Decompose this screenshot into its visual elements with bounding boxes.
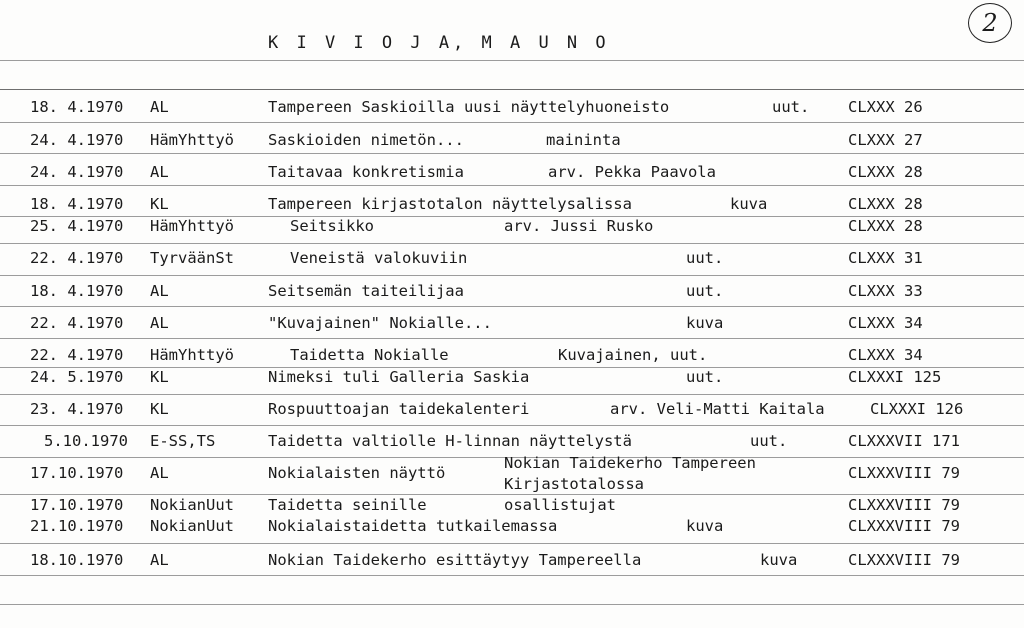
- table-row: [0, 431, 1024, 451]
- row-description: [0, 474, 1024, 494]
- row-title: Nokian Taidekerho esittäytyy Tampereella: [268, 551, 642, 569]
- row-date: 18.10.1970: [30, 551, 124, 569]
- table-row: [0, 248, 1024, 268]
- row-title: Taidetta valtiolle H-linnan näyttelystä: [268, 432, 632, 450]
- table-row: [0, 345, 1024, 365]
- rule: [0, 543, 1024, 544]
- row-date: 22. 4.1970: [30, 314, 124, 332]
- rule: [0, 604, 1024, 605]
- row-source: AL: [150, 282, 169, 300]
- row-ref: CLXXX 27: [848, 131, 923, 149]
- row-ref: CLXXX 34: [848, 346, 923, 364]
- row-type: uut.: [686, 368, 724, 386]
- row-date: 24. 5.1970: [30, 368, 124, 386]
- row-title: Seitsikko: [290, 217, 374, 235]
- row-title: Nimeksi tuli Galleria Saskia: [268, 368, 530, 386]
- rule: [0, 275, 1024, 276]
- row-source: AL: [150, 551, 169, 569]
- rule: [0, 89, 1024, 90]
- row-ref: CLXXX 26: [848, 98, 923, 116]
- row-ref: CLXXXVII 171: [848, 432, 960, 450]
- table-row: [0, 550, 1024, 570]
- row-source: AL: [150, 464, 169, 482]
- row-type: kuva: [760, 551, 798, 569]
- rule: [0, 575, 1024, 576]
- rule: [0, 60, 1024, 61]
- row-source: NokianUut: [150, 496, 234, 514]
- row-ref: CLXXX 28: [848, 195, 923, 213]
- row-source: KL: [150, 400, 169, 418]
- table-row: [0, 194, 1024, 214]
- row-date: 18. 4.1970: [30, 282, 124, 300]
- row-date: 22. 4.1970: [30, 346, 124, 364]
- row-title: Taidetta Nokialle: [290, 346, 449, 364]
- row-ref: CLXXXVIII 79: [848, 517, 960, 535]
- row-ref: CLXXX 28: [848, 217, 923, 235]
- row-title: Taidetta seinille: [268, 496, 427, 514]
- row-ref: CLXXXI 125: [848, 368, 942, 386]
- row-type: uut.: [686, 249, 724, 267]
- row-title: Seitsemän taiteilijaa: [268, 282, 464, 300]
- rule: [0, 122, 1024, 123]
- row-type: uut.: [772, 98, 810, 116]
- row-date: 24. 4.1970: [30, 131, 124, 149]
- rule: [0, 425, 1024, 426]
- rule: [0, 338, 1024, 339]
- row-date: 24. 4.1970: [30, 163, 124, 181]
- rule: [0, 394, 1024, 395]
- row-type: maininta: [546, 131, 621, 149]
- rule: [0, 243, 1024, 244]
- row-type: uut.: [686, 282, 724, 300]
- row-source: AL: [150, 98, 169, 116]
- row-ref: CLXXXI 126: [870, 400, 964, 418]
- row-date: 5.10.1970: [44, 432, 128, 450]
- row-title: Taitavaa konkretismia: [268, 163, 464, 181]
- row-title: Saskioiden nimetön...: [268, 131, 464, 149]
- rule: [0, 153, 1024, 154]
- row-date: 23. 4.1970: [30, 400, 124, 418]
- row-source: TyrväänSt: [150, 249, 234, 267]
- row-ref: CLXXX 34: [848, 314, 923, 332]
- table-row: [0, 516, 1024, 536]
- row-source: KL: [150, 195, 169, 213]
- row-type: uut.: [750, 432, 788, 450]
- table-row: [0, 495, 1024, 515]
- row-date: 22. 4.1970: [30, 249, 124, 267]
- table-row: [0, 162, 1024, 182]
- table-row: [0, 399, 1024, 419]
- row-date: 18. 4.1970: [30, 195, 124, 213]
- row-ref: CLXXXVIII 79: [848, 464, 960, 482]
- row-title: Nokialaistaidetta tutkailemassa: [268, 517, 558, 535]
- row-ref: CLXXX 31: [848, 249, 923, 267]
- card-number: 2: [968, 3, 1012, 43]
- row-source: AL: [150, 314, 169, 332]
- row-source: KL: [150, 368, 169, 386]
- row-type: kuva: [730, 195, 768, 213]
- row-source: AL: [150, 163, 169, 181]
- table-row: [0, 216, 1024, 236]
- card-title: K I V I O J A, M A U N O: [268, 33, 610, 53]
- row-type: arv. Jussi Rusko: [504, 217, 654, 235]
- row-source: HämYhttyö: [150, 131, 234, 149]
- row-title: Tampereen Saskioilla uusi näyttelyhuoneisto: [268, 98, 670, 116]
- table-row: [0, 281, 1024, 301]
- rule: [0, 306, 1024, 307]
- rule: [0, 185, 1024, 186]
- row-type: kuva: [686, 314, 724, 332]
- row-title: Rospuuttoajan taidekalenteri: [268, 400, 530, 418]
- row-title: Veneistä valokuviin: [290, 249, 468, 267]
- row-ref: CLXXXVIII 79: [848, 496, 960, 514]
- row-description-line: osallistujat: [504, 496, 616, 514]
- row-title: Nokialaisten näyttö: [268, 464, 446, 482]
- table-row: [0, 313, 1024, 333]
- row-description-line: Kirjastotalossa: [504, 475, 644, 493]
- table-row: [0, 97, 1024, 117]
- row-type: arv. Veli-Matti Kaitala: [610, 400, 825, 418]
- row-description-line: Nokian Taidekerho Tampereen: [504, 454, 756, 472]
- row-date: 21.10.1970: [30, 517, 124, 535]
- row-source: HämYhttyö: [150, 346, 234, 364]
- row-date: 17.10.1970: [30, 464, 124, 482]
- row-source: E-SS,TS: [150, 432, 216, 450]
- row-date: 17.10.1970: [30, 496, 124, 514]
- row-title: "Kuvajainen" Nokialle...: [268, 314, 492, 332]
- row-type: arv. Pekka Paavola: [548, 163, 716, 181]
- row-date: 18. 4.1970: [30, 98, 124, 116]
- row-title: Tampereen kirjastotalon näyttelysalissa: [268, 195, 632, 213]
- row-source: NokianUut: [150, 517, 234, 535]
- row-ref: CLXXX 28: [848, 163, 923, 181]
- row-ref: CLXXXVIII 79: [848, 551, 960, 569]
- row-type: Kuvajainen, uut.: [558, 346, 708, 364]
- row-description: [0, 453, 1024, 473]
- table-row: [0, 367, 1024, 387]
- row-type: kuva: [686, 517, 724, 535]
- row-date: 25. 4.1970: [30, 217, 124, 235]
- table-row: [0, 130, 1024, 150]
- row-source: HämYhttyö: [150, 217, 234, 235]
- row-ref: CLXXX 33: [848, 282, 923, 300]
